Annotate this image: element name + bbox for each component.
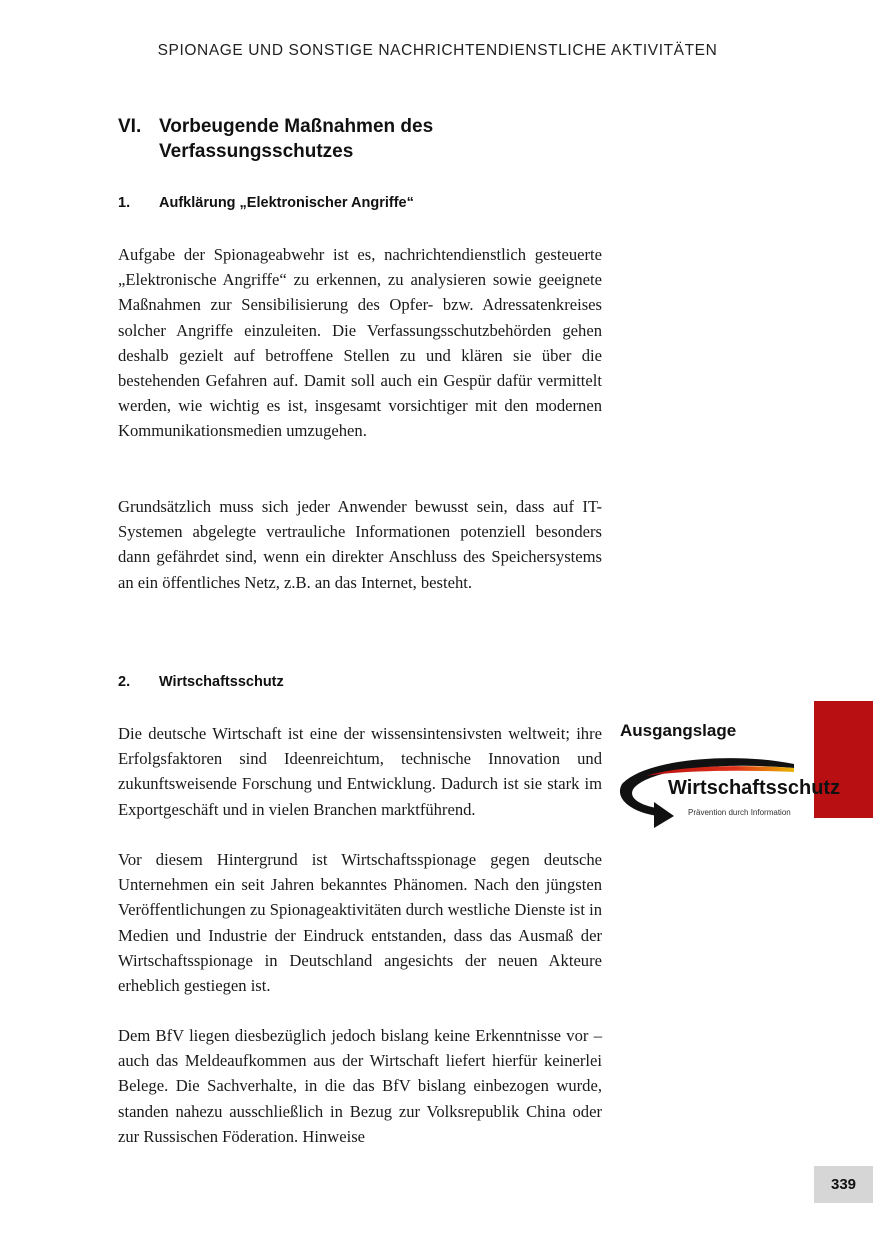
logo-arrowhead <box>654 802 674 828</box>
section2-title: Wirtschaftsschutz <box>159 674 284 690</box>
section2-paragraph-1: Die deutsche Wirtschaft ist eine der wissensintensivsten weltweit; ihre Erfolgsfaktoren sind Ideenreichtum, technische Innovation und zukunftsweisende Forschung und Entwicklung. Dadurch ist sie stark im Exportgeschäft und in vielen Branchen marktführend. <box>118 724 602 819</box>
running-head: SPIONAGE UND SONSTIGE NACHRICHTENDIENSTLICHE AKTIVITÄTEN <box>157 42 718 59</box>
chapter-title <box>159 114 433 164</box>
section1-paragraph-1: Aufgabe der Spionageabwehr ist es, nachrichtendienstlich gesteuerte „Elektronische Angriffe“ zu erkennen, zu analysieren sowie geeignete Maßnahmen zur Sensibilisierung des Opfer- bzw. Adressatenkreises solcher Angriffe einzuleiten. Die Verfassungsschutzbehörden gehen deshalb gezielt auf betroffene Stellen zu und klären sie über die bestehenden Gefahren auf. Damit soll auch ein Gespür dafür vermittelt werden, wie wichtig es ist, insgesamt vorsichtiger mit den modernen Kommunikationsmedien umzugehen. <box>118 245 602 441</box>
chapter-title-line2: Verfassungsschutzes <box>159 141 354 162</box>
chapter-title-line1: Vorbeugende Maßnahmen des <box>159 116 434 137</box>
chapter-tab-marker <box>814 701 873 818</box>
margin-note: Ausgangslage <box>620 721 737 740</box>
section2-paragraph-3: Dem BfV liegen diesbezüglich jedoch bislang keine Erkenntnisse vor – auch das Meldeaufkommen aus der Wirtschaft liefert hierfür keinerlei Belege. Die Sachverhalte, in die das BfV bislang einbezogen wurde, standen nahezu ausschließlich in Bezug zur Volksrepublik China oder zur Russischen Föderation. Hinweise <box>118 1026 602 1146</box>
wirtschaftsschutz-logo <box>616 754 841 832</box>
logo-wordmark: Wirtschaftsschutz <box>668 777 841 799</box>
section2-paragraph-2: Vor diesem Hintergrund ist Wirtschaftsspionage gegen deutsche Unternehmen ein seit Jahren bekanntes Phänomen. Nach den jüngsten Veröffentlichungen zu Spionageaktivitäten durch westliche Dienste ist in Medien und Industrie der Eindruck entstanden, dass das Ausmaß der Wirtschaftsspionage in Deutschland angesichts der neuen Akteure erheblich gestiegen ist. <box>118 850 603 996</box>
logo-tagline: Prävention durch Information <box>688 808 791 817</box>
section1-number: 1. <box>118 195 131 211</box>
section2-number: 2. <box>118 674 131 690</box>
chapter-number: VI. <box>118 116 142 137</box>
section1-paragraph-2: Grundsätzlich muss sich jeder Anwender bewusst sein, dass auf IT-Systemen abgelegte vertrauliche Informationen potenziell besonders dann gefährdet sind, wenn ein direkter Anschluss des Speichersystems an ein öffentliches Netz, z.B. an das Internet, besteht. <box>118 497 602 592</box>
section1-heading <box>118 195 414 211</box>
section1-title: Aufklärung „Elektronischer Angriffe“ <box>159 195 414 211</box>
section2-heading <box>118 674 284 690</box>
page-number: 339 <box>814 1166 873 1203</box>
chapter-heading <box>118 114 538 164</box>
